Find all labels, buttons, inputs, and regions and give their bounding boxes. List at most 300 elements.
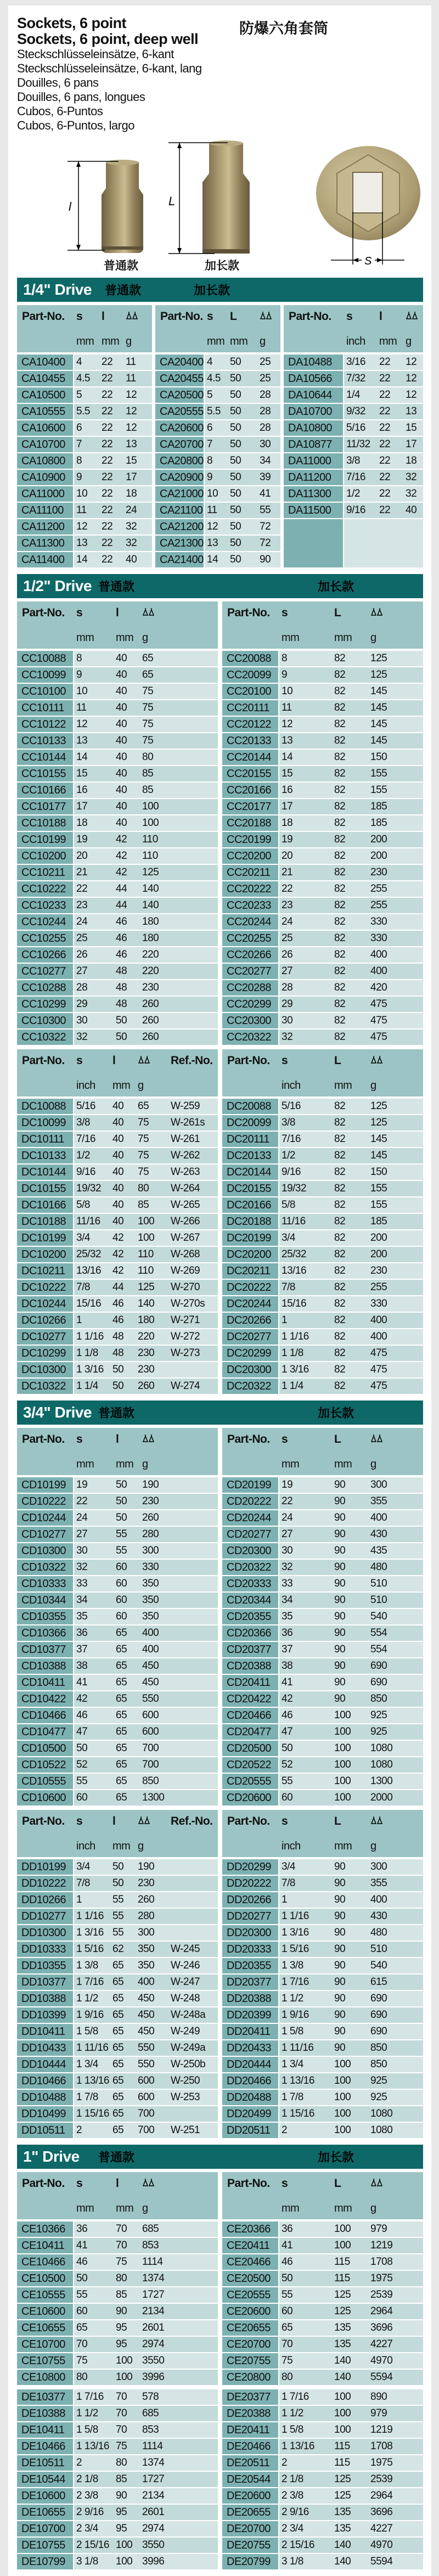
value-cell: 1 1/2 bbox=[76, 2408, 98, 2419]
value-cell: 22 bbox=[102, 455, 113, 466]
table-row bbox=[17, 865, 218, 880]
value-cell: 22 bbox=[102, 406, 113, 417]
part-no-cell: DC10266 bbox=[17, 1313, 74, 1328]
value-cell: 65 bbox=[116, 1693, 127, 1705]
value-cell: 125 bbox=[370, 1100, 387, 1112]
table-row bbox=[222, 667, 423, 683]
table-row bbox=[17, 700, 218, 716]
part-no-cell: CD10344 bbox=[17, 1593, 74, 1608]
value-cell: 13 bbox=[406, 406, 417, 417]
value-cell: 42 bbox=[112, 1248, 124, 1260]
table-row bbox=[222, 1892, 423, 1908]
value-cell: 100 bbox=[142, 801, 159, 812]
value-cell: 1114 bbox=[142, 2440, 163, 2452]
value-cell: 1 1/2 bbox=[282, 2408, 303, 2419]
part-no-cell: CD20477 bbox=[222, 1724, 279, 1740]
table-row bbox=[17, 1675, 218, 1690]
table-row bbox=[17, 1774, 218, 1789]
value-cell: 17 bbox=[282, 801, 293, 812]
value-cell: 9/16 bbox=[346, 504, 365, 516]
table-row bbox=[222, 684, 423, 699]
value-cell: 355 bbox=[370, 1877, 387, 1889]
value-cell: 82 bbox=[334, 1347, 346, 1359]
value-cell: 2601 bbox=[142, 2506, 165, 2518]
part-no-cell: DD20355 bbox=[222, 1958, 279, 1973]
table-row bbox=[222, 1991, 423, 2006]
table-row bbox=[222, 1099, 423, 1114]
value-cell: 13/16 bbox=[282, 1265, 307, 1276]
value-cell: 22 bbox=[379, 406, 391, 417]
value-cell: 925 bbox=[370, 1709, 387, 1721]
part-no-cell: CA10455 bbox=[17, 371, 74, 386]
part-no-cell: DA10800 bbox=[284, 420, 344, 436]
table-row bbox=[17, 1013, 218, 1028]
value-cell: 75 bbox=[116, 2440, 127, 2452]
table-row bbox=[17, 1030, 218, 1045]
column-header: s mm bbox=[282, 2177, 300, 2214]
table-row bbox=[155, 552, 280, 567]
table-row bbox=[222, 2370, 423, 2385]
value-cell: 60 bbox=[116, 1561, 127, 1573]
value-cell: 15 bbox=[126, 455, 137, 466]
value-cell: 100 bbox=[116, 2371, 133, 2383]
column-header: L mm bbox=[334, 1433, 352, 1470]
table-row bbox=[222, 1313, 423, 1328]
table-row bbox=[17, 1790, 218, 1806]
table-row bbox=[222, 2505, 423, 2520]
value-cell bbox=[168, 2106, 218, 2122]
table-row bbox=[17, 420, 152, 436]
value-cell: 1300 bbox=[370, 1775, 393, 1787]
part-no-cell: CD10277 bbox=[17, 1527, 74, 1542]
value-cell: 19/32 bbox=[76, 1183, 102, 1194]
value-cell: 82 bbox=[334, 817, 346, 829]
value-cell: 100 bbox=[138, 1232, 155, 1244]
value-cell: 75 bbox=[138, 1166, 149, 1178]
part-no-cell: DE10600 bbox=[17, 2488, 74, 2504]
table-row bbox=[17, 2337, 218, 2352]
value-cell: 1727 bbox=[142, 2289, 165, 2301]
part-no-cell: CD10477 bbox=[17, 1724, 74, 1740]
part-no-cell: DC20266 bbox=[222, 1313, 279, 1328]
part-no-cell: DA10566 bbox=[284, 371, 344, 386]
value-cell: 62 bbox=[112, 1943, 124, 1955]
table-row bbox=[222, 2439, 423, 2454]
value-cell: 46 bbox=[116, 949, 127, 960]
value-cell: 600 bbox=[138, 2075, 155, 2086]
column-header: s inch bbox=[346, 310, 365, 347]
value-cell: 44 bbox=[112, 1281, 124, 1293]
scale-icon bbox=[142, 1433, 217, 1446]
value-cell: 554 bbox=[370, 1627, 387, 1639]
table-row bbox=[17, 1741, 218, 1756]
table-row bbox=[17, 1626, 218, 1641]
table-row bbox=[17, 964, 218, 979]
part-no-cell: CC20144 bbox=[222, 750, 279, 765]
value-cell: 3 1/8 bbox=[282, 2556, 303, 2567]
value-cell: 1374 bbox=[142, 2457, 165, 2468]
value-cell: 4970 bbox=[370, 2539, 393, 2551]
part-no-cell: DD10222 bbox=[17, 1876, 74, 1891]
part-no-cell: DD10433 bbox=[17, 2040, 74, 2056]
table-header-row bbox=[17, 1049, 218, 1096]
part-no-cell: DC10144 bbox=[17, 1165, 74, 1180]
value-cell: 11/32 bbox=[346, 438, 370, 450]
value-cell: 685 bbox=[142, 2408, 159, 2419]
value-cell: 2134 bbox=[142, 2490, 165, 2501]
table-row bbox=[17, 1543, 218, 1559]
value-cell: 1 1/16 bbox=[282, 1910, 309, 1922]
value-cell: 50 bbox=[116, 1512, 127, 1523]
value-cell: 185 bbox=[370, 801, 387, 812]
label-long-type: 加长款 bbox=[205, 260, 239, 272]
value-cell: 420 bbox=[370, 982, 387, 993]
value-cell: W-270s bbox=[171, 1298, 205, 1309]
value-cell: 90 bbox=[334, 1561, 346, 1573]
data-table bbox=[17, 1810, 218, 2139]
value-cell: 6 bbox=[76, 422, 82, 434]
section-title: 1/4" Drive bbox=[23, 281, 92, 298]
value-cell: 100 bbox=[334, 1792, 351, 1803]
value-cell: 30 bbox=[282, 1545, 293, 1556]
value-cell: 32 bbox=[282, 1031, 293, 1043]
part-no-cell: CC20300 bbox=[222, 1013, 279, 1028]
part-no-cell: DD10388 bbox=[17, 1991, 74, 2006]
value-cell: 1 9/16 bbox=[282, 2009, 309, 2021]
weight-column-header: g bbox=[140, 1428, 218, 1475]
value-cell: 82 bbox=[334, 1248, 346, 1260]
value-cell: 19 bbox=[282, 834, 293, 845]
column-header: s inch bbox=[76, 1815, 95, 1852]
value-cell: 82 bbox=[334, 867, 346, 878]
table-row bbox=[222, 1510, 423, 1526]
value-cell: 12 bbox=[126, 406, 137, 417]
data-table bbox=[222, 1810, 423, 2139]
part-no-cell: DE20655 bbox=[222, 2505, 279, 2520]
value-cell: 55 bbox=[112, 1910, 124, 1922]
part-no-cell: CD20422 bbox=[222, 1691, 279, 1707]
part-no-cell: CD10555 bbox=[17, 1774, 74, 1789]
value-cell: 190 bbox=[138, 1861, 155, 1872]
value-cell: 70 bbox=[76, 2338, 88, 2350]
part-no-cell: CC20155 bbox=[222, 766, 279, 781]
value-cell: 15 bbox=[76, 768, 88, 779]
value-cell: 15/16 bbox=[282, 1298, 307, 1309]
table-row bbox=[222, 2057, 423, 2072]
value-cell: 22 bbox=[379, 471, 391, 483]
value-cell: 82 bbox=[334, 982, 346, 993]
part-no-cell: CE20755 bbox=[222, 2353, 279, 2369]
table-row bbox=[222, 2422, 423, 2438]
value-cell: 1 7/16 bbox=[282, 2391, 309, 2403]
table-row bbox=[17, 1925, 218, 1941]
value-cell: 40 bbox=[116, 702, 127, 713]
part-no-cell: DA11500 bbox=[284, 503, 344, 518]
value-cell: 16 bbox=[282, 784, 293, 796]
part-no-cell: CA21300 bbox=[155, 536, 205, 551]
value-cell: 75 bbox=[76, 2355, 88, 2366]
value-cell: 115 bbox=[334, 2256, 350, 2268]
value-cell: 20 bbox=[282, 850, 293, 862]
value-cell: 115 bbox=[334, 2273, 350, 2284]
value-cell: 37 bbox=[76, 1644, 88, 1655]
part-no-cell: DC20144 bbox=[222, 1165, 279, 1180]
value-cell: 32 bbox=[126, 537, 137, 549]
value-cell: 5/8 bbox=[282, 1199, 295, 1211]
section-title: 1/2" Drive bbox=[23, 577, 92, 594]
value-cell: 2 15/16 bbox=[76, 2539, 109, 2551]
value-cell: W-273 bbox=[171, 1347, 200, 1359]
part-no-cell: CC10222 bbox=[17, 881, 74, 897]
value-cell: 1114 bbox=[142, 2256, 163, 2268]
value-cell: 85 bbox=[142, 768, 154, 779]
value-cell: 11 bbox=[126, 356, 136, 368]
value-cell: 50 bbox=[282, 2273, 293, 2284]
value-cell: 1 7/8 bbox=[76, 2091, 98, 2103]
value-cell: 36 bbox=[76, 1627, 88, 1639]
value-cell: 46 bbox=[112, 1314, 124, 1326]
table-row bbox=[155, 470, 280, 485]
table-row bbox=[17, 1593, 218, 1608]
value-cell: 1 3/8 bbox=[282, 1960, 303, 1971]
title-de-long: Steckschlüsseleinsätze, 6-kant, lang bbox=[17, 61, 202, 75]
section-title: 1" Drive bbox=[23, 2148, 80, 2165]
table-row bbox=[17, 1247, 218, 1262]
value-cell: 80 bbox=[138, 1183, 149, 1194]
title-de: Steckschlüsseleinsätze, 6-kant bbox=[17, 47, 174, 61]
value-cell: 85 bbox=[142, 784, 154, 796]
value-cell: 55 bbox=[112, 1927, 124, 1938]
column-header: s mm bbox=[76, 606, 94, 644]
value-cell: 300 bbox=[142, 1545, 159, 1556]
part-no-cell: DC10300 bbox=[17, 1362, 74, 1377]
table-row bbox=[17, 2320, 218, 2336]
table-row bbox=[17, 2073, 218, 2089]
value-cell: 22 bbox=[379, 438, 391, 450]
part-no-cell: DC20211 bbox=[222, 1263, 279, 1279]
value-cell: 615 bbox=[370, 1976, 387, 1988]
value-cell: 44 bbox=[116, 899, 127, 911]
value-cell: 430 bbox=[370, 1910, 387, 1922]
value-cell: 82 bbox=[334, 1364, 346, 1375]
value-cell: 18 bbox=[282, 817, 293, 829]
part-no-cell: DD10499 bbox=[17, 2106, 74, 2122]
table-row bbox=[17, 2090, 218, 2105]
table-row bbox=[222, 1741, 423, 1756]
value-cell: 925 bbox=[370, 2091, 387, 2103]
value-cell: 33 bbox=[76, 1578, 88, 1589]
part-no-cell: CA10900 bbox=[17, 470, 74, 485]
value-cell bbox=[168, 1892, 218, 1908]
part-no-cell: DD10377 bbox=[17, 1975, 74, 1990]
table-row bbox=[17, 766, 218, 781]
value-cell bbox=[168, 1909, 218, 1924]
value-cell: 65 bbox=[116, 1709, 127, 1721]
value-cell: 450 bbox=[142, 1660, 159, 1672]
value-cell: 38 bbox=[282, 1660, 293, 1672]
value-cell: 32 bbox=[76, 1561, 88, 1573]
value-cell: 65 bbox=[116, 1742, 127, 1754]
table-row bbox=[222, 1909, 423, 1924]
value-cell: 1 1/8 bbox=[282, 1347, 303, 1359]
value-cell: 24 bbox=[76, 916, 88, 927]
column-header: Part-No. bbox=[22, 310, 65, 323]
table-row bbox=[17, 503, 152, 518]
part-no-cell: CC20100 bbox=[222, 684, 279, 699]
value-cell: 20 bbox=[76, 850, 88, 862]
part-no-cell: DC10188 bbox=[17, 1214, 74, 1229]
value-cell: 255 bbox=[370, 899, 387, 911]
value-cell: 65 bbox=[142, 669, 154, 680]
title-fr-long: Douilles, 6 pans, longues bbox=[17, 90, 145, 104]
table-row bbox=[222, 2254, 423, 2270]
table-band bbox=[17, 2389, 423, 2571]
value-cell: 32 bbox=[76, 1031, 88, 1043]
value-cell: W-267 bbox=[171, 1232, 200, 1244]
value-cell: 46 bbox=[282, 2256, 293, 2268]
part-no-cell: CC10211 bbox=[17, 865, 74, 880]
value-cell: 200 bbox=[370, 1248, 387, 1260]
scale-icon bbox=[260, 310, 279, 323]
value-cell: 1 3/4 bbox=[76, 2058, 98, 2070]
value-cell: 22 bbox=[379, 488, 391, 499]
table-row bbox=[222, 2106, 423, 2122]
table-row bbox=[155, 420, 280, 436]
value-cell: 22 bbox=[102, 373, 113, 384]
table-row bbox=[284, 420, 423, 436]
value-cell: 5594 bbox=[370, 2556, 393, 2567]
part-no-cell: DD10466 bbox=[17, 2073, 74, 2089]
value-cell: 37 bbox=[282, 1644, 293, 1655]
value-cell: 9 bbox=[76, 471, 82, 483]
column-header: L mm bbox=[230, 310, 248, 347]
part-no-cell: DC20300 bbox=[222, 1362, 279, 1377]
value-cell: 100 bbox=[334, 2223, 351, 2235]
part-no-cell: CA20700 bbox=[155, 437, 205, 452]
table-row bbox=[222, 980, 423, 995]
table-row bbox=[17, 2304, 218, 2319]
value-cell: 13 bbox=[126, 438, 137, 450]
column-header: s inch bbox=[76, 1054, 95, 1092]
part-no-cell: CA10700 bbox=[17, 437, 74, 452]
table-row bbox=[222, 1774, 423, 1789]
column-header: Part-No. bbox=[22, 2177, 65, 2190]
part-no-cell: CE10655 bbox=[17, 2320, 74, 2336]
value-cell: 155 bbox=[370, 1199, 387, 1211]
value-cell: 1080 bbox=[370, 2124, 393, 2136]
normal-type-label: 普通款 bbox=[105, 283, 142, 297]
table-row bbox=[222, 750, 423, 765]
value-cell: 90 bbox=[334, 1960, 346, 1971]
value-cell: 1/2 bbox=[282, 1150, 295, 1161]
table-row bbox=[155, 371, 280, 386]
table-row bbox=[17, 947, 218, 963]
column-header: L mm bbox=[334, 2177, 352, 2214]
part-no-cell: CA20455 bbox=[155, 371, 205, 386]
table-header-row bbox=[222, 1049, 423, 1096]
column-header: s mm bbox=[282, 1433, 300, 1470]
part-no-cell: CD20555 bbox=[222, 1774, 279, 1789]
dim-label-L: L bbox=[168, 194, 176, 208]
part-no-cell: CA20900 bbox=[155, 470, 205, 485]
part-no-cell: CC10144 bbox=[17, 750, 74, 765]
table-row bbox=[17, 750, 218, 765]
value-cell: 12 bbox=[406, 356, 417, 368]
part-no-cell: DD10266 bbox=[17, 1892, 74, 1908]
value-cell: 145 bbox=[370, 1150, 387, 1161]
value-cell: 13 bbox=[76, 735, 88, 746]
value-cell: 690 bbox=[370, 1660, 387, 1672]
value-cell: 220 bbox=[138, 1331, 155, 1342]
value-cell: 145 bbox=[370, 685, 387, 697]
part-no-cell: DC10133 bbox=[17, 1148, 74, 1163]
value-cell: 60 bbox=[116, 1594, 127, 1606]
part-no-cell: CD20277 bbox=[222, 1527, 279, 1542]
part-no-cell: CC10177 bbox=[17, 799, 74, 814]
table-row bbox=[17, 1148, 218, 1163]
data-table bbox=[17, 1428, 218, 1807]
part-no-cell: DC10322 bbox=[17, 1379, 74, 1394]
value-cell: 22 bbox=[102, 438, 113, 450]
value-cell: 1 13/16 bbox=[76, 2440, 109, 2452]
value-cell: 10 bbox=[76, 685, 88, 697]
part-no-cell: DD20444 bbox=[222, 2057, 279, 2072]
part-no-cell: DC10244 bbox=[17, 1296, 74, 1312]
value-cell: 40 bbox=[112, 1166, 124, 1178]
table-row bbox=[222, 1757, 423, 1773]
part-no-cell: CA11200 bbox=[17, 519, 74, 535]
value-cell: 34 bbox=[282, 1594, 293, 1606]
part-no-cell: DC10155 bbox=[17, 1181, 74, 1196]
value-cell: 17 bbox=[406, 438, 417, 450]
scale-icon bbox=[138, 1054, 167, 1067]
value-cell: 100 bbox=[142, 817, 159, 829]
part-no-cell: DE10700 bbox=[17, 2521, 74, 2536]
value-cell: 185 bbox=[370, 817, 387, 829]
table-row bbox=[222, 1346, 423, 1361]
value-cell: 9 bbox=[76, 669, 82, 680]
value-cell: 50 bbox=[112, 1861, 124, 1872]
value-cell: W-274 bbox=[171, 1380, 200, 1392]
value-cell: 1 3/16 bbox=[282, 1927, 309, 1938]
part-no-cell: DC20244 bbox=[222, 1296, 279, 1312]
value-cell: 1 bbox=[282, 1894, 288, 1905]
value-cell bbox=[168, 1876, 218, 1891]
table-row bbox=[17, 1477, 218, 1493]
table-row bbox=[17, 1859, 218, 1875]
value-cell: 7/8 bbox=[76, 1877, 90, 1889]
value-cell: 13 bbox=[76, 537, 88, 549]
value-cell: 27 bbox=[282, 965, 293, 977]
table-row bbox=[222, 1593, 423, 1608]
table-band bbox=[17, 1810, 423, 2139]
value-cell: 8 bbox=[282, 653, 288, 664]
value-cell: 15 bbox=[282, 768, 293, 779]
part-no-cell: CD10322 bbox=[17, 1560, 74, 1575]
table-row bbox=[17, 2057, 218, 2072]
part-no-cell: DA10488 bbox=[284, 355, 344, 370]
table-row bbox=[222, 2221, 423, 2237]
table-row bbox=[17, 2521, 218, 2536]
value-cell: 15/16 bbox=[76, 1298, 102, 1309]
part-no-cell: CD20522 bbox=[222, 1757, 279, 1773]
table-row bbox=[222, 2406, 423, 2421]
value-cell: 5/8 bbox=[76, 1199, 90, 1211]
value-cell: 48 bbox=[112, 1331, 124, 1342]
part-no-cell: CD10199 bbox=[17, 1477, 74, 1493]
value-cell: 3/4 bbox=[76, 1232, 90, 1244]
catalog-page bbox=[8, 5, 431, 2576]
